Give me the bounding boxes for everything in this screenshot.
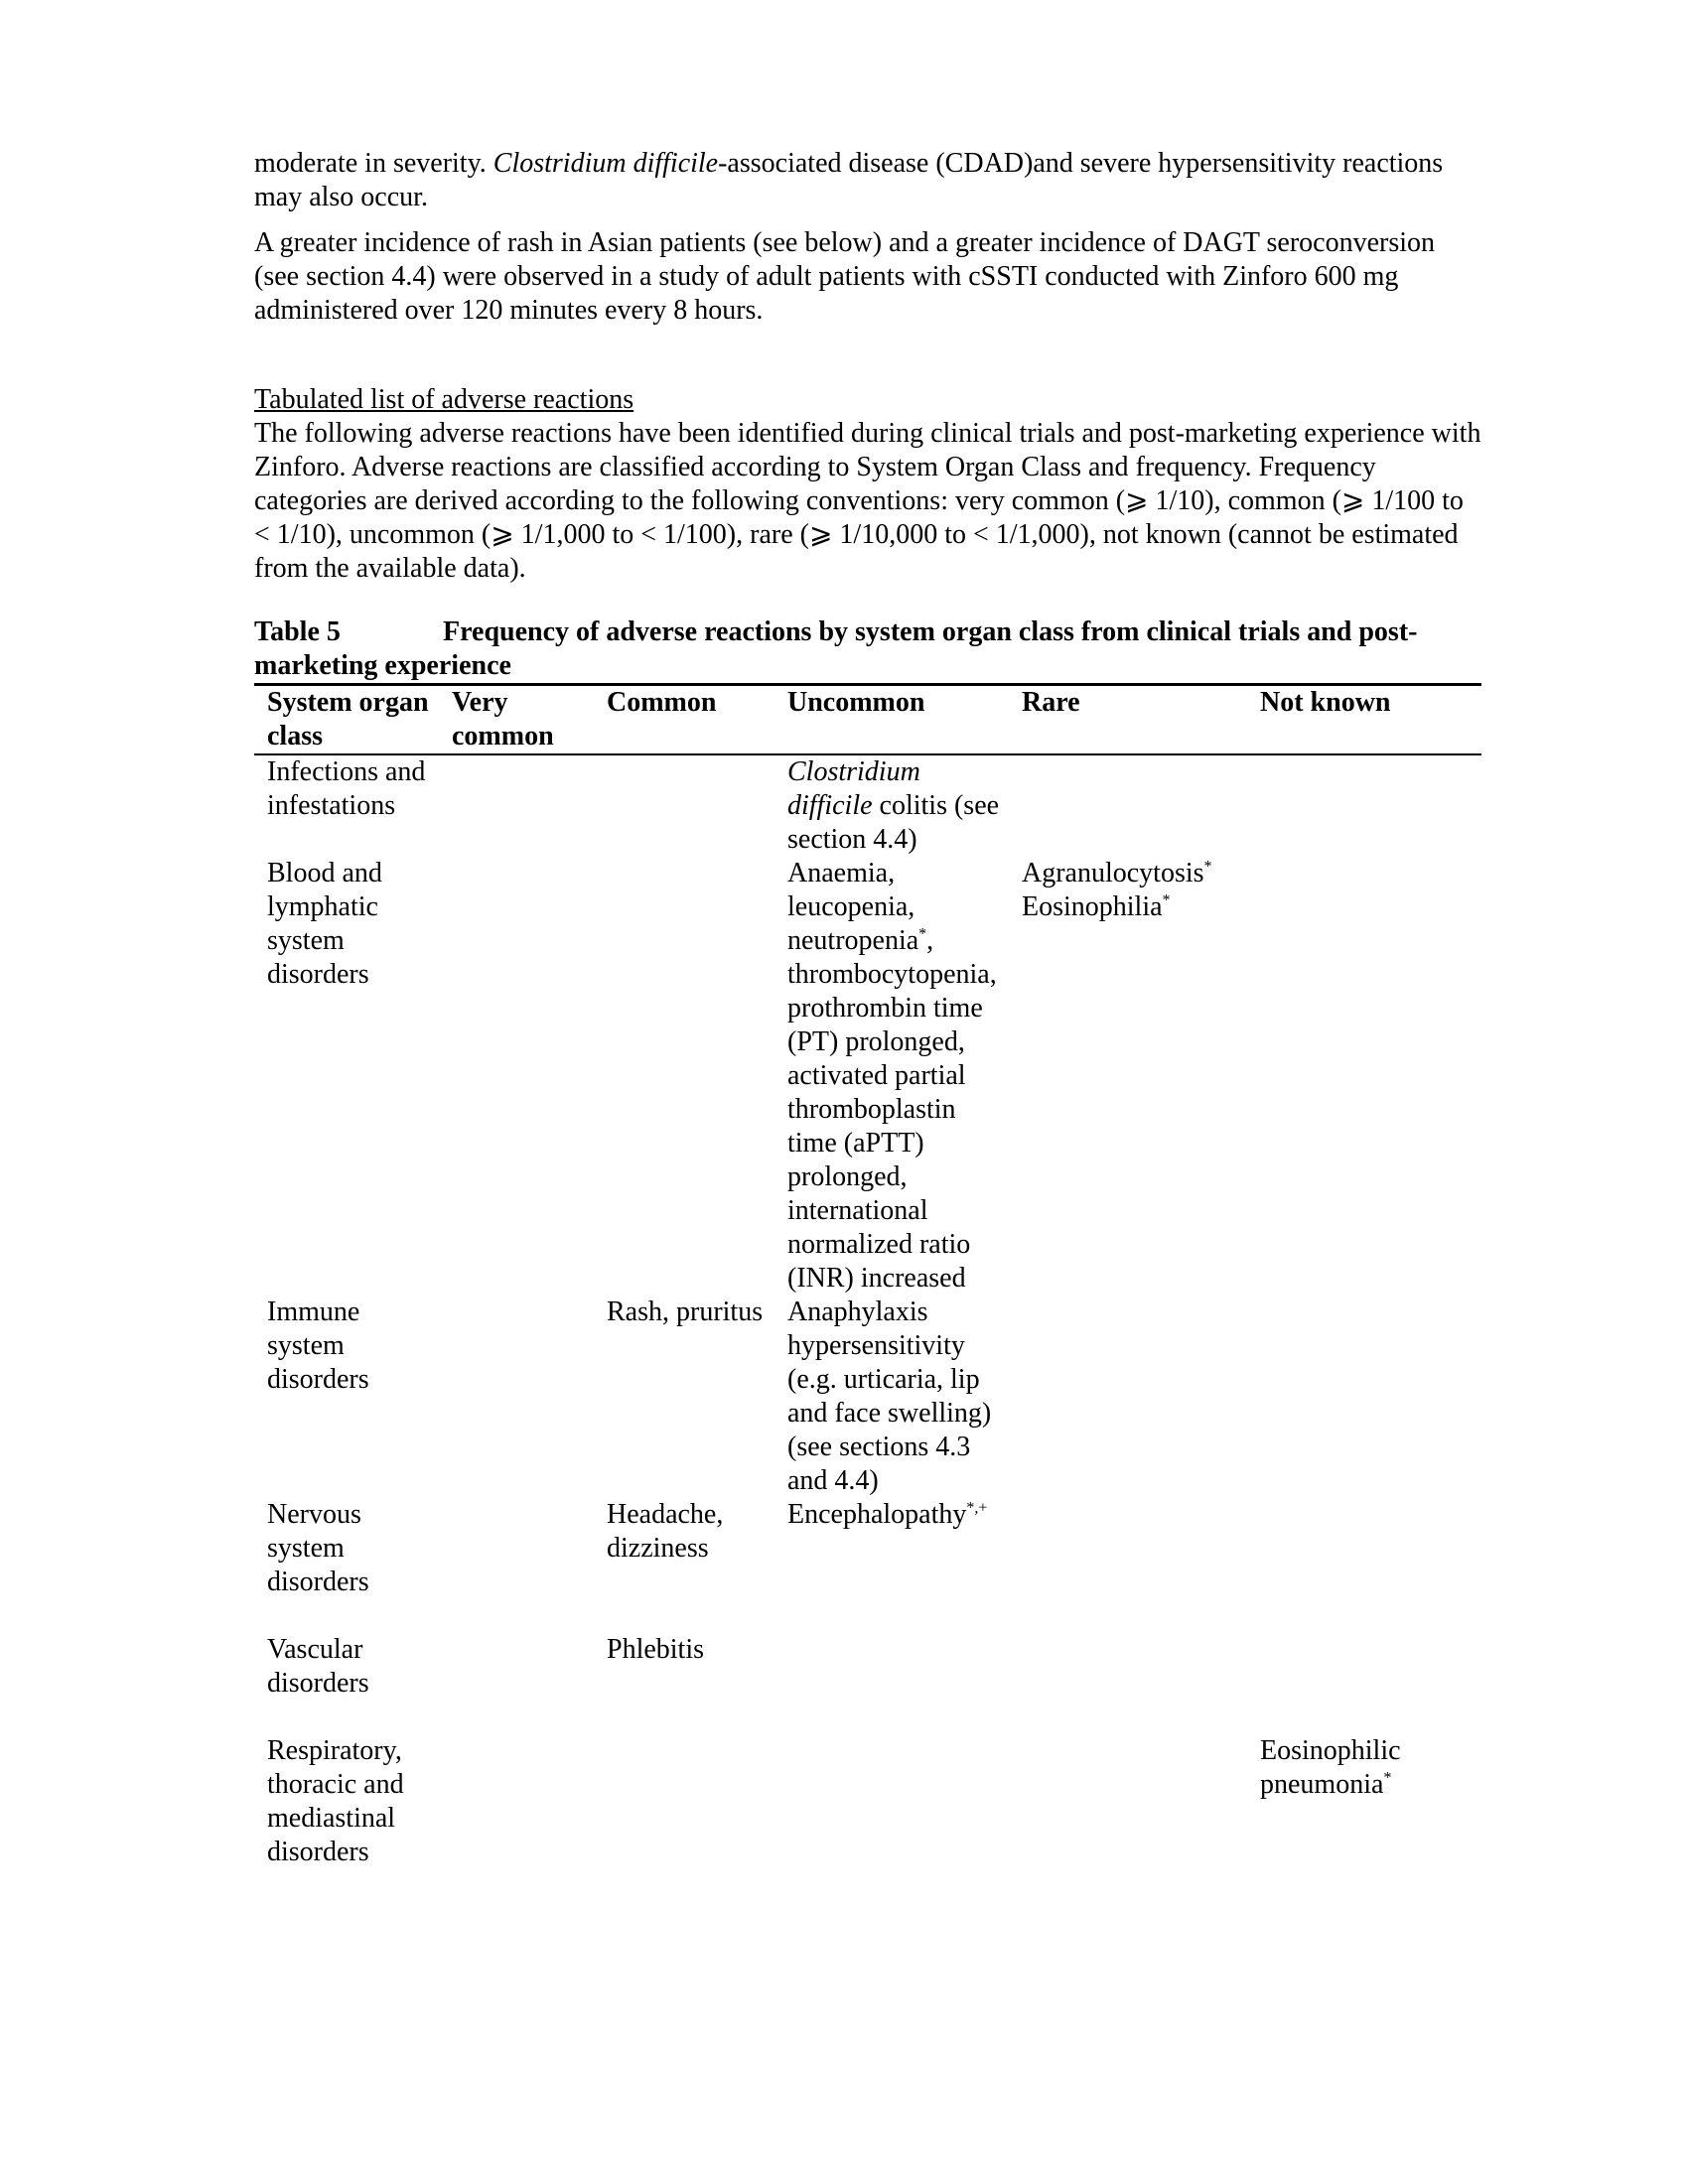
common-cell: Phlebitis [607, 1634, 705, 1665]
uncommon-cell: Encephalopathy*,+ [787, 1499, 988, 1530]
soc-cell: Nervous system disorders [267, 1499, 369, 1597]
rare-cell: Agranulocytosis* Eosinophilia* [1022, 858, 1212, 922]
common-cell: Headache, dizziness [607, 1499, 724, 1564]
table-row [254, 1633, 1481, 1701]
not-known-cell [1247, 754, 1481, 857]
document-page [254, 147, 1485, 1869]
row-spacer [254, 1701, 1481, 1734]
section-heading: Tabulated list of adverse reactions [254, 384, 634, 415]
rare-cell [1009, 1498, 1247, 1599]
row-spacer [254, 1599, 1481, 1633]
rare-cell [1009, 1734, 1247, 1869]
table-header-row [254, 685, 1481, 755]
not-known-cell [1247, 1498, 1481, 1599]
very-common-cell [439, 1734, 594, 1869]
table-row [254, 754, 1481, 857]
not-known-cell: Eosinophilic pneumonia* [1260, 1735, 1401, 1800]
soc-cell: Blood and lymphatic system disorders [267, 858, 382, 990]
adverse-reactions-table [254, 683, 1481, 1869]
common-cell: Rash, pruritus [607, 1297, 764, 1327]
intro-paragraph-1: moderate in severity. Clostridium difficile-associated disease (CDAD)and severe hypersensitivity reactions may also occur. [254, 148, 1444, 212]
common-cell [594, 857, 774, 1296]
table-row [254, 857, 1481, 1296]
intro-paragraph-2: A greater incidence of rash in Asian patients (see below) and a greater incidence of DAGT seroconversion (see section 4.4) were observed in a study of adult patients with cSSTI conducted with Zinforo 600 mg administered over 120 minutes every 8 hours. [254, 227, 1436, 326]
header-rare: Rare [1009, 685, 1247, 755]
very-common-cell [439, 1498, 594, 1599]
very-common-cell [439, 857, 594, 1296]
table-row [254, 1734, 1481, 1869]
header-system-organ-class: System organ class [254, 685, 439, 755]
soc-cell: Respiratory, thoracic and mediastinal disorders [267, 1735, 404, 1867]
uncommon-cell [774, 1734, 1009, 1869]
table-title: Frequency of adverse reactions by system organ class from clinical trials and post-marketing experience [254, 616, 1418, 681]
not-known-cell [1247, 857, 1481, 1296]
uncommon-cell: Anaphylaxis hypersensitivity (e.g. urticaria, lip and face swelling) (see sections 4.3 and 4.4) [787, 1297, 992, 1496]
intro-text [254, 147, 1485, 328]
table-label: Table 5 [254, 616, 341, 647]
soc-cell: Immune system disorders [267, 1297, 369, 1395]
header-common: Common [594, 685, 774, 755]
soc-cell: Infections and infestations [267, 756, 426, 821]
header-not-known: Not known [1247, 685, 1481, 755]
table-caption [254, 615, 1485, 683]
rare-cell [1009, 754, 1247, 857]
very-common-cell [439, 754, 594, 857]
header-uncommon: Uncommon [774, 685, 1009, 755]
rare-cell [1009, 1633, 1247, 1701]
common-cell [594, 754, 774, 857]
common-cell [594, 1734, 774, 1869]
uncommon-cell: Clostridium difficile colitis (see section 4.4) [787, 756, 1000, 855]
very-common-cell [439, 1633, 594, 1701]
uncommon-cell [774, 1633, 1009, 1701]
not-known-cell [1247, 1296, 1481, 1498]
very-common-cell [439, 1296, 594, 1498]
uncommon-cell: Anaemia, leucopenia, neutropenia*, thrombocytopenia, prothrombin time (PT) prolonged, activated partial thromboplastin time (aPTT) prolonged, international normalized ratio (INR) increased [787, 858, 997, 1294]
table-row [254, 1498, 1481, 1599]
table-row [254, 1296, 1481, 1498]
rare-cell [1009, 1296, 1247, 1498]
soc-cell: Vascular disorders [267, 1634, 369, 1699]
section-body: The following adverse reactions have been identified during clinical trials and post-marketing experience with Zinforo. Adverse reactions are classified according to System Organ Class and frequency. Frequency categories are derived according to the following conventions: very common (⩾ 1/10), common (⩾ 1/100 to < 1/10), uncommon (⩾ 1/1,000 to < 1/100), rare (⩾ 1/10,000 to < 1/1,000), not known (cannot be estimated from the available data). [254, 418, 1481, 584]
not-known-cell [1247, 1633, 1481, 1701]
header-very-common: Very common [439, 685, 594, 755]
